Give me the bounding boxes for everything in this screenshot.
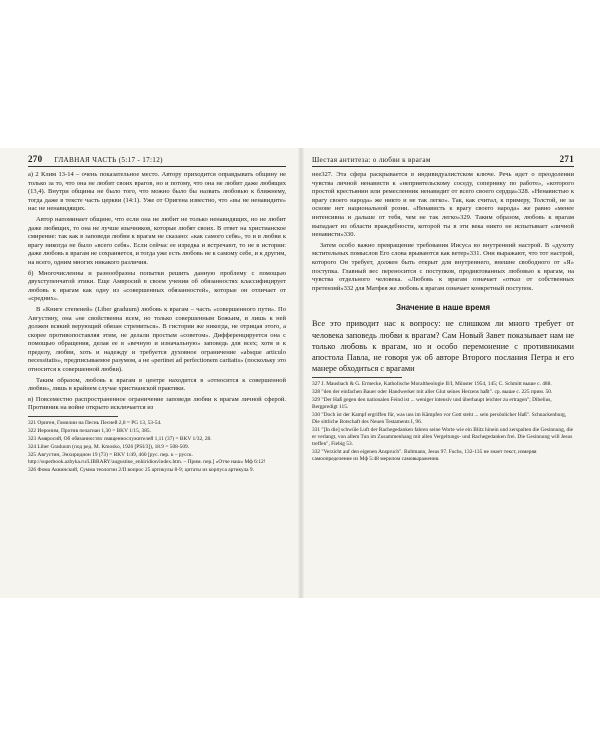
left-paragraph: б) Многочисленны и разнообразны попытки решить данную проблему с помощью двухступенчатой этики. Еще Амвросий в своем учении об обязанностях классифицирует любовь к врагам как одну из «совершенных обязанностей», которые он отличает от «средних». bbox=[28, 269, 286, 303]
footnote-separator bbox=[312, 377, 402, 378]
left-running-header bbox=[28, 154, 286, 167]
left-paragraph: Автор напоминает общине, что если она не любит не только ненавидящих, но не любит даже любящих, то она не лучше язычников, которые любят своих. В ответ на христианское смирение: так как в заповеди любви к врагам не сказано: «как самого себя», то и в любви к врагу никогда не было «всего себя». Если сейчас ее изредка и встречают, то не в истории: даже любовь к врагам не сохраняется, и тогда уже есть любовь не к самому себе, и к другим, на всего, одним многих никакого различия. bbox=[28, 215, 287, 266]
right-body-text bbox=[312, 171, 574, 293]
left-page-number: 270 bbox=[28, 154, 43, 164]
section-heading: Значение в наше время bbox=[395, 303, 491, 313]
book-gutter bbox=[298, 148, 304, 598]
footnote: 325 Августин, Энхиридион 19 (73) = BKV 1/49, 460 [рус. пер. к – русск. http://superbook.azbyka.ru/LIBRARY/augustine_enhiridion/index.htm. – Прим. пер.] «Отче наш» Мф 6:12! bbox=[28, 452, 266, 466]
footnote: 324 Liber Graduum (под ред. М. Kmosko, 1926 [PSI/3]), 18.9 = 508-509. bbox=[28, 444, 190, 451]
footnote: 332 "Verzicht auf den eigenen Anspruch". Bultmann, Jesus 97. Fuchs, 132-135 не знает текст, измеряя самоопределение из Мф 5:48 мерилом самовыражения. bbox=[312, 449, 537, 463]
right-paragraph: Затем особо важно превращение требования Иисуса во внутренний настрой. В «духоту мстительных помыслов Его слова врываются как ветер»331. Они выражают, что тот настрой, которого Он требует, должен быть открыт для внутреннего, внешне свободного от «Я» поступка. Главный вес переносится с поступков, продиктованных любовью к врагам, на чувства отдельного человека. «Любовь к врагам означает «отказ от собственных претензий»332 для Матфея же любовь к врагам означает конкретный поступок. bbox=[312, 241, 574, 292]
right-large-paragraph: Все это приводит нас к вопросу: не слишком ли много требует от человека заповедь любви к врагам? Сам Новый Завет показывает нам не только любовь к врагам, но и особо перемонение с противниками апостола Павла, не говоря уж об авторе Второго послания Петра и его манере обходиться с врагами bbox=[312, 319, 574, 374]
footnote: 323 Амвросий, Об обязанностях священнослужителей 1,11 (37) = BKV 1/32, 28. bbox=[28, 436, 212, 443]
footnote: 321 Ориген, Гомилии на Песнь Песней 2,8 = PG 13, 53-54. bbox=[28, 420, 162, 427]
footnote: 330 "Doch ist der Kampf ergriffen für, was uns im Kämpfen vor Gott steht ... sein persönlicher Haß". Schnackenburg, Die sittliche Botschaft des Neuen Testaments I, 96. bbox=[312, 412, 567, 426]
right-page bbox=[312, 154, 574, 464]
left-paragraph: Таким образом, любовь к врагам в центре находится в «относится к совершенной любви», лишь в крайнем случае христианской практики. bbox=[28, 376, 286, 393]
footnote: 331 "[In die] schwüle Luft der Rachegedanken fahren seine Worte wie ein Blitz hinein und zerspalten die Gesinnung, die er verlangt, von allem Tun im Zusammenhang mit allen Vergeltungs- und Rachegedanken frei. Die Gesinnung will Jesus treffen", Fiebig 53. bbox=[312, 427, 574, 448]
footnote: 327 J. Mausbach & G. Ermecke, Katholische Moraltheologie II/I, Münster 1954, 145; С. Schmitt выше с. 488. bbox=[312, 381, 552, 388]
right-page-number: 271 bbox=[559, 154, 574, 164]
left-footnotes bbox=[28, 420, 286, 474]
left-body-text bbox=[28, 171, 286, 413]
left-paragraph: В «Книге степеней» (Liber graduum) любовь к врагам – часть «совершенного пути». По Августину, она «не свойственна всем, но только совершенным Божьим, и лишь к ней должен всякий верующий обязан стремиться». В гистории же никогда, не отрицая этого, а скорее противопоставляя этим, не делали простым «советом». Дифференцируется она с помощью обращения, делая ее в «вечную и изначальную» заповедь для всех; хотя и к пределу, любви, хоть и надежду и требуется духовное ограничение «absque articulo necessitatis», предписываемое разумом, а не «pertinet ad perfectionem caritatis» (поскольку это относится к совершенной любви). bbox=[28, 305, 286, 374]
right-running-title: Шестая антитеза: о любви к врагам bbox=[312, 156, 431, 164]
footnote: 326 Фома Аквинский, Сумма теологии 2/II вопрос 25 артикулы 8-9; цитаты из корпуса артикула 9. bbox=[28, 467, 254, 474]
left-paragraph: а) 2 Клим 13-14 – очень показательное место. Автору приходится оправдывать общину не только за то, что она не любит своих врагов, но и потому, что она не любит даже любящих (13,4). Внутри общины не было того, что можно было бы назвать любовью к ближнему, тогда даже в тексте часть церкви (14:1). Уже от Оригена известно, что «вы не ненавидите» нас не ненавидящих. bbox=[28, 171, 286, 213]
footnote: 329 "Der Haß gegen den nationalen Feind ist ... weniger intensiv und überhaupt leichter zu ertragen"; Dibelius, Bergpredigt 115. bbox=[312, 397, 552, 411]
right-paragraph: нее327. Эта сфера раскрывается в индивидуалистском ключе. Речь идет о преодолении чувства личной ненависти к «неприятельскому соседу, сопернику по работе», «которого простой крестьянин или ремесленник ненавидит от всего своего сердца»328. «Ненавистью к врагу своего народа» же никто и не так легко». Так, как считал, к примеру, Толстой, не за основе нет национальной розни. «Ненависть к врагу своего народа» же равно «менее интенсивна и дальше от тебя, чем не так легко»329. Таким образом, любовь к врагам выпадает из области враждебности, которой ты в эти века никто не испытывает «личной ненависти»330. bbox=[312, 171, 574, 239]
left-page bbox=[28, 154, 286, 475]
right-running-header bbox=[312, 154, 574, 167]
left-paragraph: в) Повсеместно распространенное ограничение заповеди любви к врагам личной сферой. Противник на войне открыто исключается из bbox=[28, 395, 286, 412]
footnote: 322 Иероним, Против пелагиан 1,30 = BKV 1/15, 385. bbox=[28, 428, 151, 435]
right-main-text bbox=[312, 318, 574, 374]
right-footnotes bbox=[312, 381, 574, 463]
footnote: 328 "den der einfachen Bauer oder Handwerker mit aller Glut seines Herzens haßt". ср. выше с. 225 прим. 50. bbox=[312, 389, 553, 396]
left-running-title: ГЛАВНАЯ ЧАСТЬ (5:17 - 17:12) bbox=[54, 156, 163, 164]
footnote-separator bbox=[28, 416, 118, 417]
book-spread bbox=[0, 148, 600, 598]
